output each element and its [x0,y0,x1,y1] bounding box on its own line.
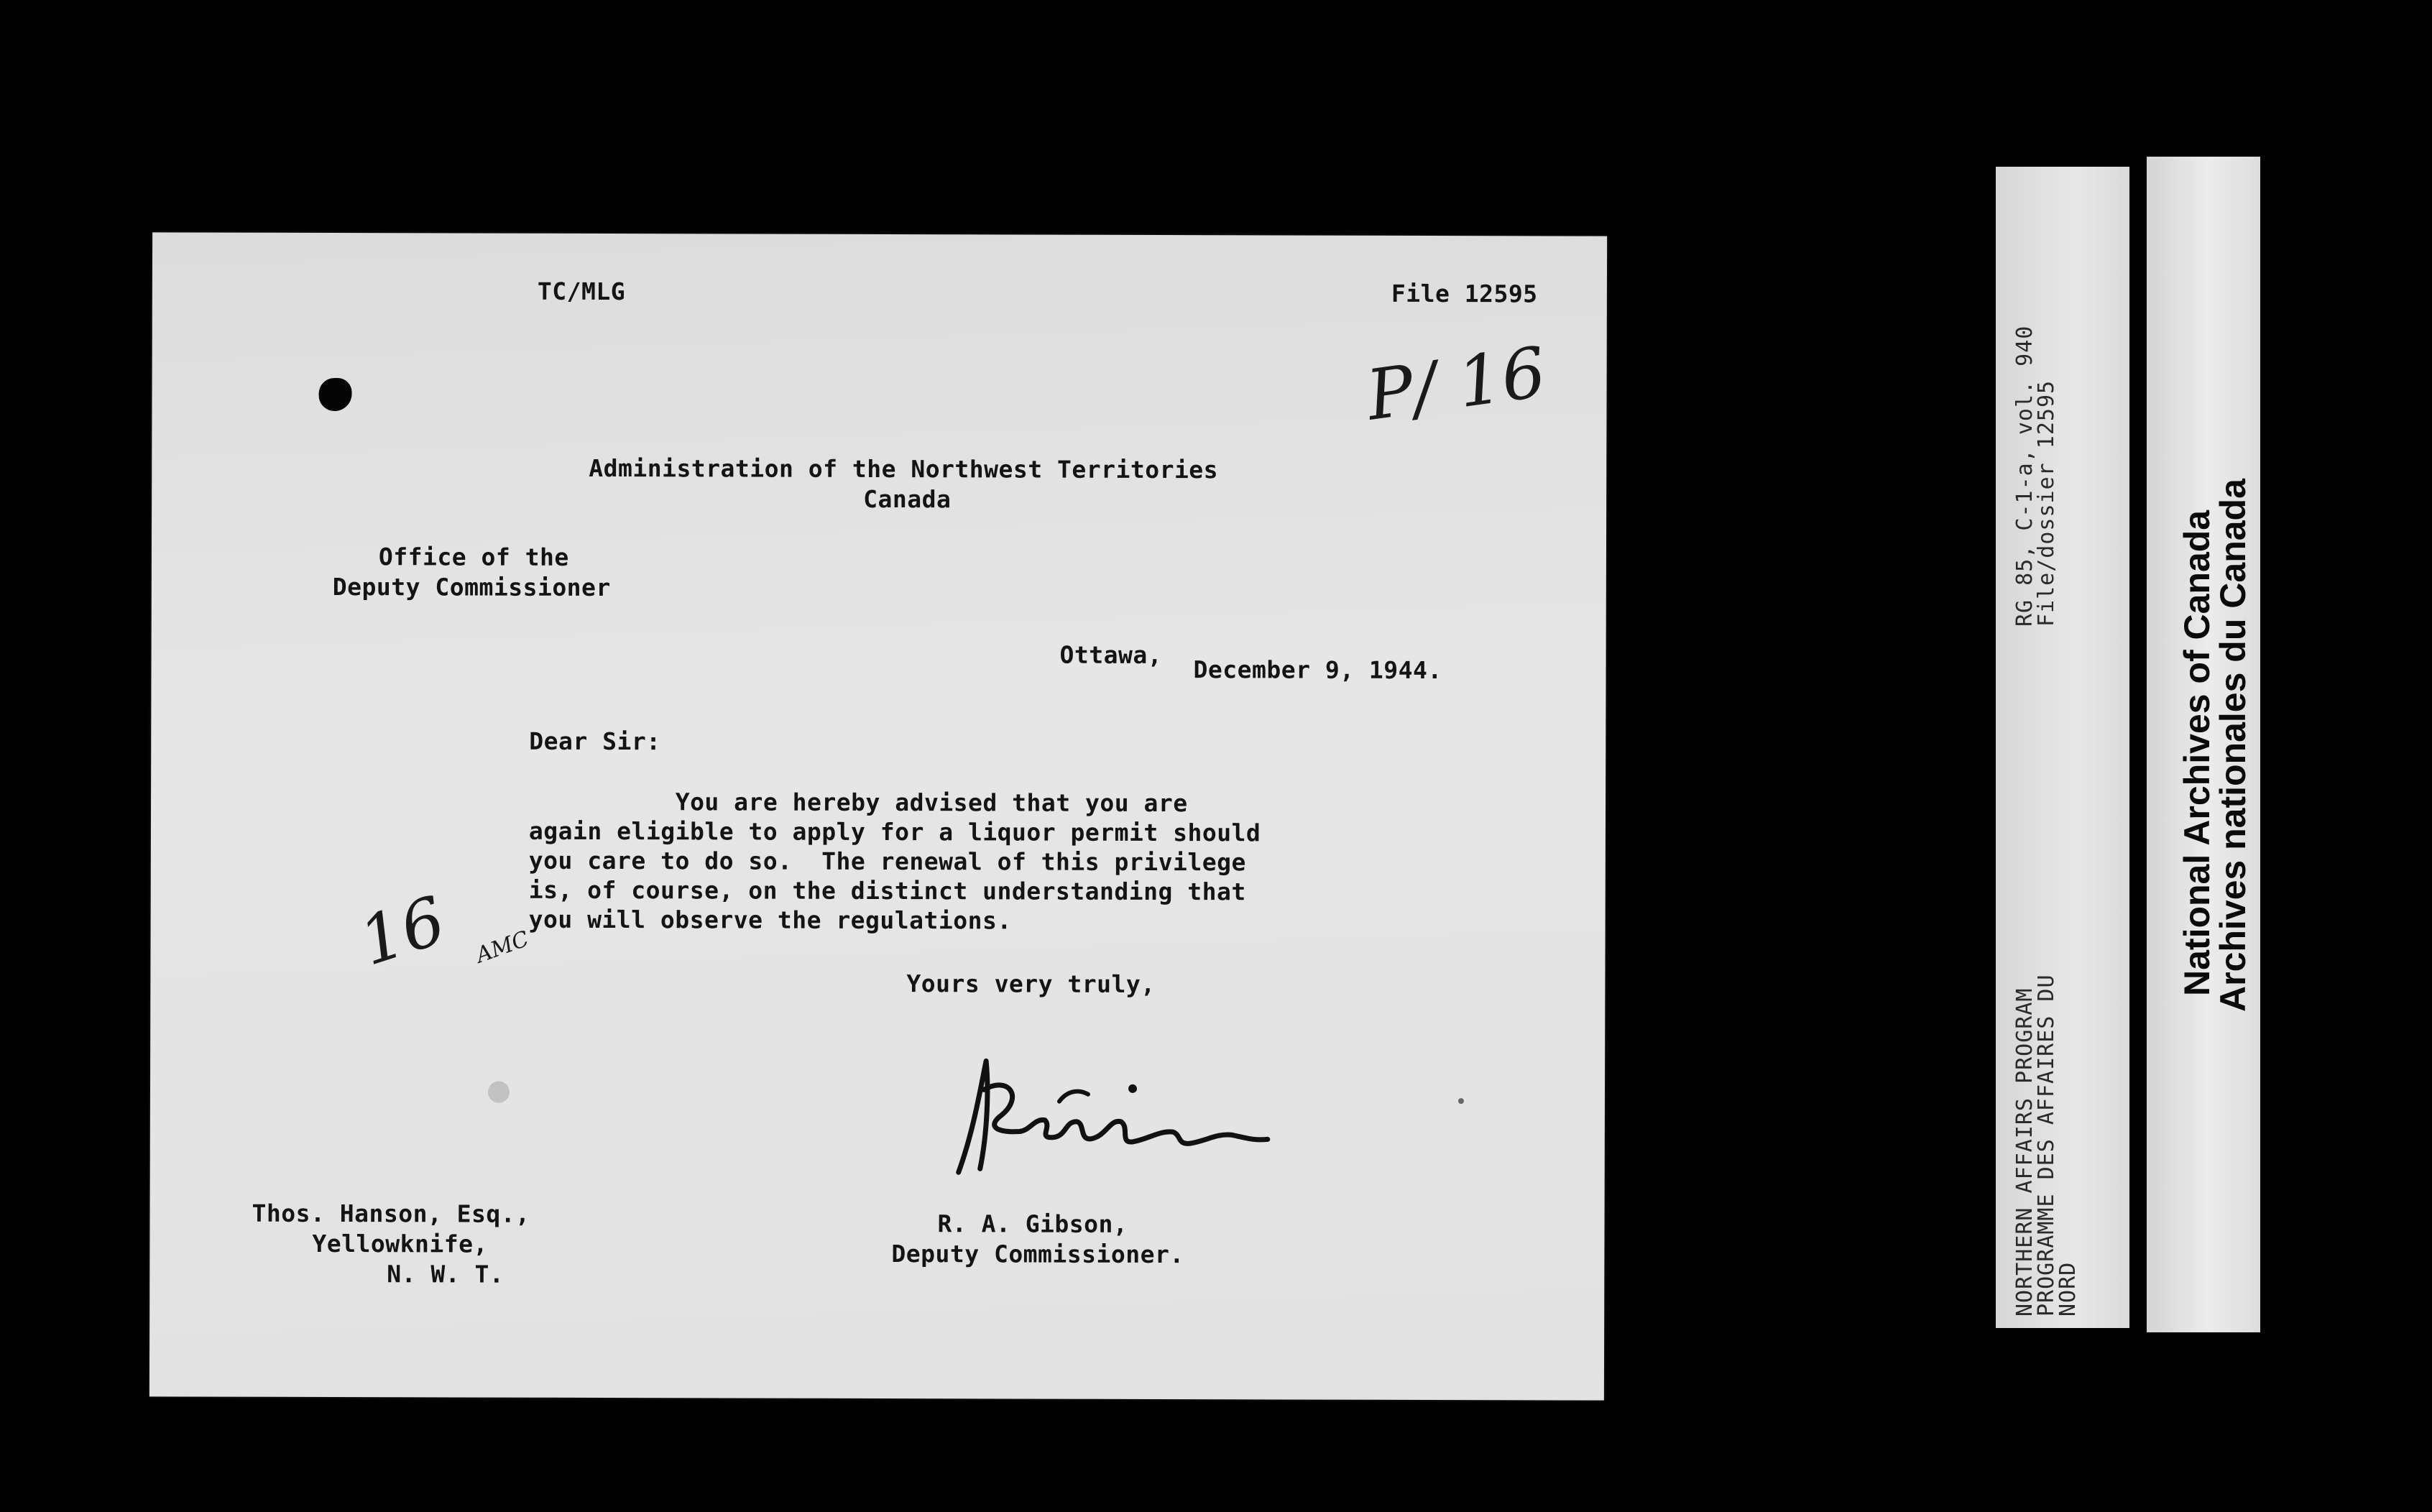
signer-title: Deputy Commissioner. [891,1240,1184,1269]
body-line: you will observe the regulations. [528,905,1012,935]
handwritten-annotation-top: P/ 16 [1362,331,1551,436]
program-line: NORTHERN AFFAIRS PROGRAM [2012,987,2037,1317]
organization-line-2: Canada [863,484,952,514]
file-number: File 12595 [1391,279,1538,308]
signature-mark [944,1046,1283,1191]
archive-name-strip [2147,157,2260,1332]
office-line-1: Office of the [378,543,569,571]
recipient-line: Yellowknife, [312,1229,488,1258]
handwritten-margin-number: 16 [350,881,455,981]
program-line: NORD [2055,1261,2081,1317]
letter-place: Ottawa, [1059,640,1163,670]
archive-name-french: Archives nationales du Canada [2213,479,2253,1012]
reference-line: File/dossier 12595 [2034,379,2059,627]
archive-reference-strip [1996,167,2129,1328]
body-line: you care to do so. The renewal of this privilege [528,846,1246,877]
archive-name-english: National Archives of Canada [2177,510,2217,996]
paper-smudge [488,1082,510,1103]
reference-line: RG 85, C-1-a, vol. 940 [2012,325,2037,627]
salutation: Dear Sir: [529,727,661,756]
closing: Yours very truly, [906,969,1156,999]
signer-name: R. A. Gibson, [937,1209,1128,1238]
program-line: PROGRAMME DES AFFAIRES DU [2034,974,2059,1317]
letter-page [149,232,1607,1400]
ink-blot [318,378,351,411]
recipient-line: N. W. T. [387,1260,505,1289]
recipient-line: Thos. Hanson, Esq., [252,1199,530,1228]
organization-line-1: Administration of the Northwest Territories [589,453,1219,484]
letter-date: December 9, 1944. [1193,655,1442,685]
body-line: again eligible to apply for a liquor permit should [528,816,1261,847]
reference-code: TC/MLG [537,277,626,306]
body-line: You are hereby advised that you are [529,787,1188,818]
handwritten-initials: AMC [472,926,533,969]
paper-speck [1458,1098,1464,1104]
body-line: is, of course, on the distinct understanding that [528,875,1246,906]
office-line-2: Deputy Commissioner [332,573,611,602]
